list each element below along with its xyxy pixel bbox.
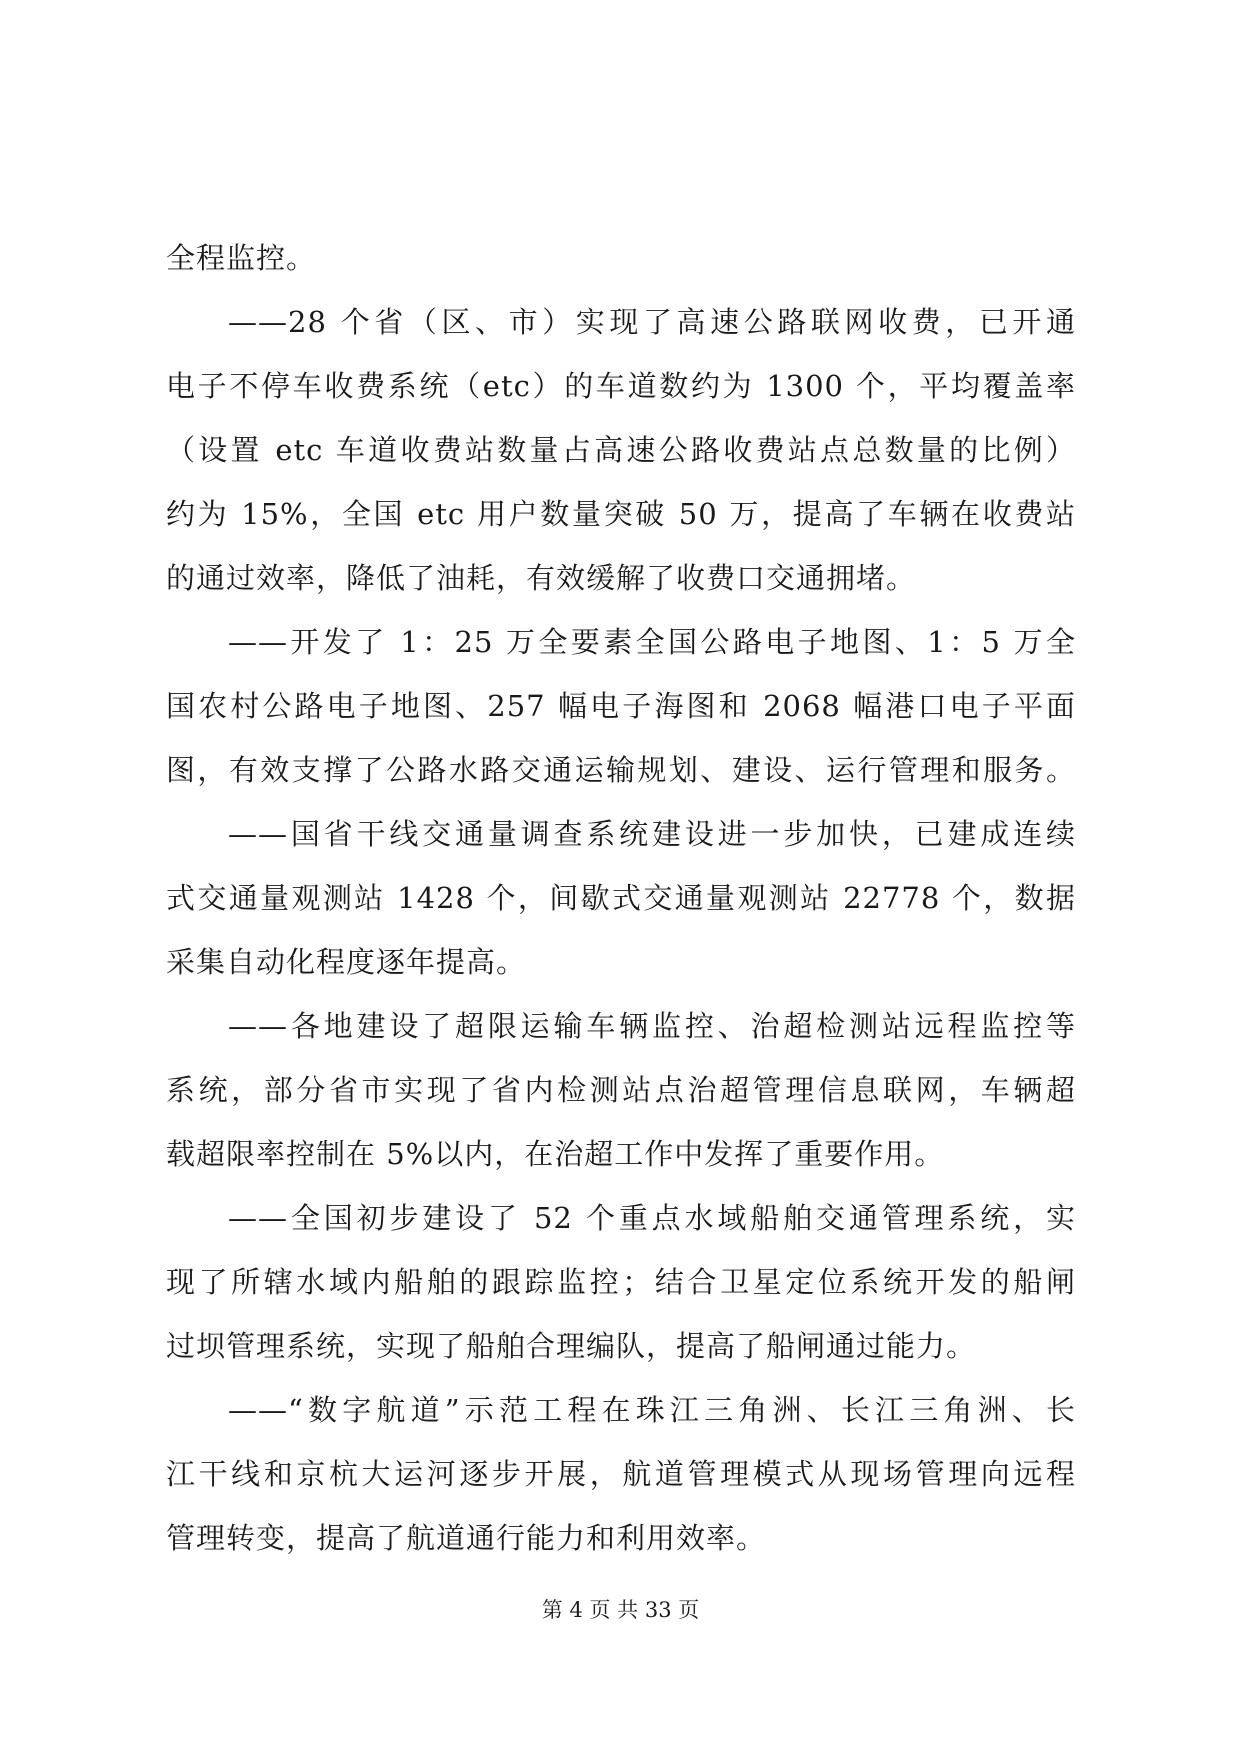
text-line: 电子不停车收费系统（etc）的车道数约为 1300 个，平均覆盖率 <box>166 369 1076 403</box>
document-body <box>166 226 1076 1570</box>
text-line: 采集自动化程度逐年提高。 <box>166 945 527 979</box>
text-line: ——28 个省（区、市）实现了高速公路联网收费，已开通 <box>228 305 1076 339</box>
text-line: 过坝管理系统，实现了船舶合理编队，提高了船闸通过能力。 <box>166 1329 977 1363</box>
text-line: 的通过效率，降低了油耗，有效缓解了收费口交通拥堵。 <box>166 561 917 595</box>
text-line: ——全国初步建设了 52 个重点水域船舶交通管理系统，实 <box>228 1201 1076 1235</box>
text-line: ——各地建设了超限运输车辆监控、治超检测站远程监控等 <box>228 1009 1076 1043</box>
text-line: ——“数字航道”示范工程在珠江三角洲、长江三角洲、长 <box>228 1393 1076 1427</box>
text-line: 约为 15%，全国 etc 用户数量突破 50 万，提高了车辆在收费站 <box>166 497 1076 531</box>
text-line: ——开发了 1：25 万全要素全国公路电子地图、1：5 万全 <box>228 625 1076 659</box>
text-line: （设置 etc 车道收费站数量占高速公路收费站点总数量的比例） <box>166 433 1076 467</box>
text-line: ——国省干线交通量调查系统建设进一步加快，已建成连续 <box>228 817 1076 851</box>
text-line: 图，有效支撑了公路水路交通运输规划、建设、运行管理和服务。 <box>166 753 1076 787</box>
text-line: 管理转变，提高了航道通行能力和利用效率。 <box>166 1521 767 1555</box>
page-footer: 第 4 页 共 33 页 <box>541 1598 700 1622</box>
text-line: 现了所辖水域内船舶的跟踪监控；结合卫星定位系统开发的船闸 <box>166 1265 1076 1299</box>
text-line: 系统，部分省市实现了省内检测站点治超管理信息联网，车辆超 <box>166 1073 1076 1107</box>
text-line: 江干线和京杭大运河逐步开展，航道管理模式从现场管理向远程 <box>166 1457 1076 1491</box>
text-line: 载超限率控制在 5%以内，在治超工作中发挥了重要作用。 <box>166 1137 945 1171</box>
text-line: 国农村公路电子地图、257 幅电子海图和 2068 幅港口电子平面 <box>166 689 1076 723</box>
text-line: 式交通量观测站 1428 个，间歇式交通量观测站 22778 个，数据 <box>166 881 1076 915</box>
text-line: 全程监控。 <box>166 241 317 275</box>
